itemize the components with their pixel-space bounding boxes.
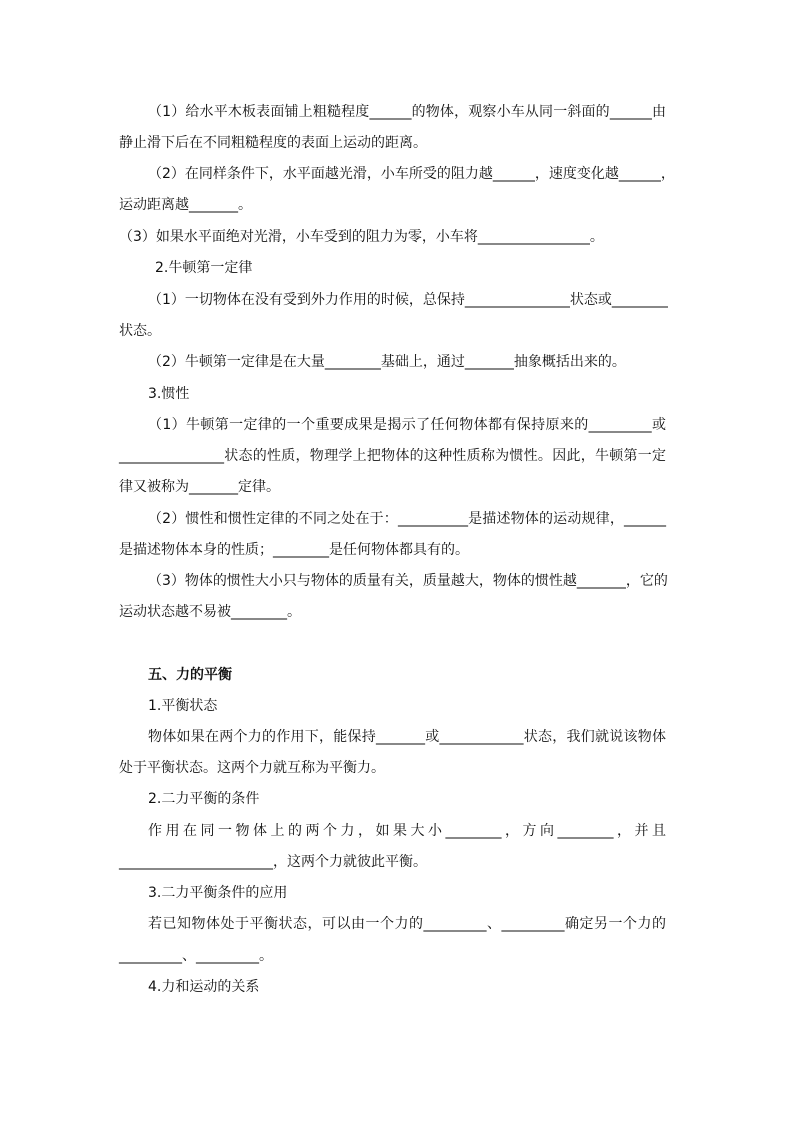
text-line: 处于平衡状态。这两个力就互称为平衡力。: [119, 760, 385, 776]
text-line: 是描述物体本身的性质；________是任何物体都具有的。: [119, 542, 469, 558]
text-line: （2）在同样条件下，水平面越光滑，小车所受的阻力越______，速度变化越______，: [148, 166, 675, 182]
chapter-heading: 五、力的平衡: [148, 667, 232, 683]
section-heading: 3.二力平衡条件的应用: [148, 885, 288, 901]
section-heading: 2.牛顿第一定律: [155, 260, 253, 276]
text-line: 物体如果在两个力的作用下，能保持_______或____________状态，我们就说该物体: [148, 729, 666, 745]
text-line: （2）惯性和惯性定律的不同之处在于：__________是描述物体的运动规律，______: [148, 511, 666, 527]
text-line: （1）给水平木板表面铺上粗糙程度______的物体，观察小车从同一斜面的______由: [148, 104, 666, 120]
text-line: （3）如果水平面绝对光滑，小车受到的阻力为零，小车将________________。: [119, 229, 604, 245]
text-line: 运动距离越_______。: [119, 197, 252, 213]
text-line: （1）一切物体在没有受到外力作用的时候，总保持_______________状态或________: [148, 292, 668, 308]
section-heading: 4.力和运动的关系: [148, 979, 260, 995]
text-line: _________、_________。: [119, 948, 273, 964]
text-line: ______________________，这两个力就彼此平衡。: [119, 854, 427, 870]
text-line: 静止滑下后在不同粗糙程度的表面上运动的距离。: [119, 135, 427, 151]
text-line: （1）牛顿第一定律的一个重要成果是揭示了任何物体都有保持原来的_________或: [148, 417, 666, 433]
text-line: 若已知物体处于平衡状态，可以由一个力的_________、_________确定另一个力的: [148, 916, 666, 932]
text-line: 作用在同一物体上的两个力，如果大小________，方向________，并且: [148, 823, 666, 839]
text-line: （3）物体的惯性大小只与物体的质量有关，质量越大，物体的惯性越_______，它的: [148, 573, 668, 589]
text-line: _______________状态的性质，物理学上把物体的这种性质称为惯性。因此，牛顿第一定: [119, 448, 666, 464]
section-heading: 2.二力平衡的条件: [148, 791, 260, 807]
text-line: 律又被称为_______定律。: [119, 479, 280, 495]
section-heading: 1.平衡状态: [148, 698, 218, 714]
text-line: 状态。: [119, 323, 161, 339]
text-line: 运动状态越不易被________。: [119, 604, 301, 620]
section-heading: 3.惯性: [148, 386, 190, 402]
text-line: （2）牛顿第一定律是在大量________基础上，通过_______抽象概括出来的。: [148, 354, 626, 370]
